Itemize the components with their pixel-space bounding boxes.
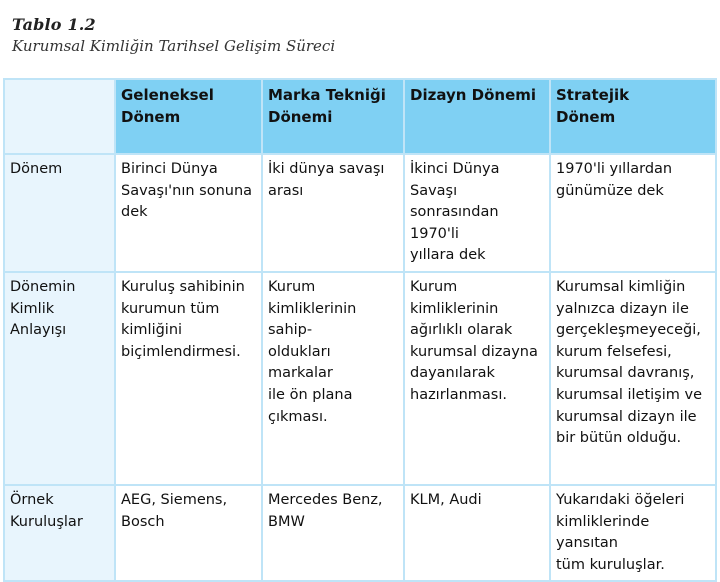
table-cell: Kurum kimliklerinin sahip- oldukları markalar ile ön plana çıkması. (262, 272, 404, 485)
comparison-table (3, 78, 717, 582)
table-cell: Yukarıdaki öğeleri kimliklerinde yansıtan tüm kuruluşlar. (550, 485, 716, 581)
header-row (4, 79, 716, 154)
table-caption (12, 14, 335, 56)
table-cell: 1970'li yıllardan günümüze dek (550, 154, 716, 272)
header-cell-dizayn: Dizayn Dönemi (404, 79, 550, 154)
table-number: Tablo 1.2 (12, 15, 96, 34)
table-row (4, 272, 716, 485)
row-label: Dönem (4, 154, 115, 272)
table-row (4, 154, 716, 272)
row-label: Örnek Kuruluşlar (4, 485, 115, 581)
table-title: Kurumsal Kimliğin Tarihsel Gelişim Süreci (12, 37, 336, 55)
table-cell: Kurumsal kimliğin yalnızca dizayn ile gerçekleşmeyeceği, kurum felsefesi, kurumsal davranış, kurumsal iletişim ve kurumsal dizayn ile bir bütün olduğu. (550, 272, 716, 485)
table-cell: Mercedes Benz, BMW (262, 485, 404, 581)
table-cell: KLM, Audi (404, 485, 550, 581)
header-cell-stratejik: Stratejik Dönem (550, 79, 716, 154)
table-cell: AEG, Siemens, Bosch (115, 485, 262, 581)
row-label: Dönemin Kimlik Anlayışı (4, 272, 115, 485)
header-corner-cell (4, 79, 115, 154)
table-cell: Kuruluş sahibinin kurumun tüm kimliğini biçimlendirmesi. (115, 272, 262, 485)
table-cell: Birinci Dünya Savaşı'nın sonuna dek (115, 154, 262, 272)
table-cell: İkinci Dünya Savaşı sonrasından 1970'li yıllara dek (404, 154, 550, 272)
table-cell: Kurum kimliklerinin ağırlıklı olarak kurumsal dizayna dayanılarak hazırlanması. (404, 272, 550, 485)
header-cell-marka-teknigi: Marka Tekniği Dönemi (262, 79, 404, 154)
table-cell: İki dünya savaşı arası (262, 154, 404, 272)
header-cell-geleneksel: Geleneksel Dönem (115, 79, 262, 154)
table-row (4, 485, 716, 581)
